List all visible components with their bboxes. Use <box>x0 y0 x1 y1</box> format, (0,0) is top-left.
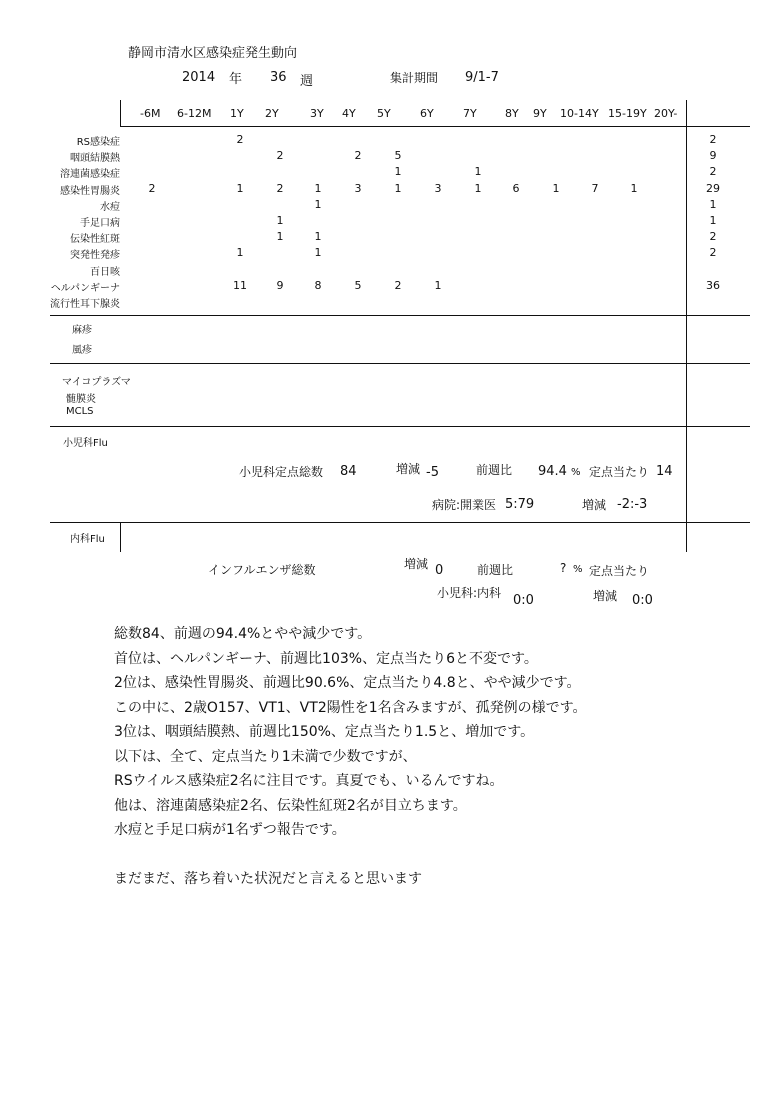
column-header: 3Y <box>310 107 324 120</box>
group3-label-mcls: MCLS <box>66 406 94 417</box>
table-cell: 1 <box>434 278 442 292</box>
column-header: 10-14Y <box>560 107 599 120</box>
internal-change2-value: 0:0 <box>632 593 653 608</box>
internal-change2-label: 増減 <box>593 589 618 603</box>
table-cell: 1 <box>276 230 284 244</box>
group2-divider <box>50 363 750 364</box>
group2-label-rubella: 風疹 <box>72 345 92 356</box>
summary-line: 以下は、全て、定点当たり1未満で少数ですが、 <box>114 748 417 765</box>
column-header: 7Y <box>463 107 477 120</box>
table-cell: 9 <box>276 278 284 292</box>
pediatric-per-point-value: 14 <box>656 464 673 479</box>
group3-label-mycoplasma: マイコプラズマ <box>62 377 131 388</box>
row-total: 29 <box>706 181 720 195</box>
column-header: 8Y <box>505 107 519 120</box>
table-cell: 2 <box>236 133 244 146</box>
column-header: 9Y <box>533 107 547 120</box>
table-cell: 1 <box>630 181 638 195</box>
pediatric-change2-value: -2:-3 <box>617 497 648 512</box>
column-header: 1Y <box>230 107 244 120</box>
table-cell: 2 <box>354 149 362 163</box>
internal-change-label: 増減 <box>404 557 429 571</box>
header-divider <box>120 126 750 127</box>
disease-label: 咽頭結膜熱 <box>70 153 120 165</box>
table-cell: 1 <box>474 181 482 195</box>
period-label: 集計期間 <box>390 71 439 85</box>
table-cell: 1 <box>394 181 402 195</box>
year-unit: 年 <box>229 72 243 87</box>
pediatric-total-label: 小児科定点総数 <box>239 465 324 479</box>
internal-flu-label: 内科Flu <box>70 534 105 545</box>
table-cell: 6 <box>512 181 520 195</box>
column-header: 5Y <box>377 107 391 120</box>
week-unit: 週 <box>300 74 314 89</box>
table-cell: 1 <box>552 181 560 195</box>
table-cell: 1 <box>314 197 322 211</box>
disease-label: 水痘 <box>100 201 120 213</box>
row-total: 2 <box>709 246 717 260</box>
row-total: 9 <box>709 149 717 163</box>
table-cell: 8 <box>314 278 322 292</box>
internal-percent-sign: % <box>573 564 583 575</box>
table-cell: 1 <box>236 181 244 195</box>
influenza-total-label: インフルエンザ総数 <box>208 563 316 577</box>
table-cell: 2 <box>148 181 156 195</box>
row-total: 2 <box>709 230 717 244</box>
table-cell: 1 <box>276 214 284 227</box>
table-cell: 2 <box>276 149 284 163</box>
ped-int-label: 小児科:内科 <box>437 586 502 600</box>
table-cell: 1 <box>236 246 244 260</box>
summary-line: 他は、溶連菌感染症2名、伝染性紅斑2名が目立ちます。 <box>114 797 467 814</box>
pediatric-total-value: 84 <box>340 464 357 479</box>
table-cell: 5 <box>394 149 402 163</box>
row-total: 1 <box>709 197 717 211</box>
pediatric-per-point-label: 定点当たり <box>589 465 650 479</box>
table-cell: 1 <box>314 230 322 244</box>
disease-label: RS感染症 <box>76 137 120 148</box>
row-total: 2 <box>709 165 717 179</box>
disease-label: 溶連菌感染症 <box>60 169 120 181</box>
summary-line: 総数84、前週の94.4%とやや減少です。 <box>114 626 372 642</box>
flu-divider <box>50 522 750 523</box>
internal-per-point-label: 定点当たり <box>589 564 650 578</box>
summary-text <box>114 622 587 892</box>
disease-label: 伝染性紅斑 <box>70 234 120 246</box>
table-left-top-border <box>120 100 121 126</box>
pediatric-percent-sign: % <box>571 467 581 478</box>
pediatric-change-label: 増減 <box>396 462 421 476</box>
internal-ratio-label: 前週比 <box>477 563 514 577</box>
internal-change-value: 0 <box>435 563 444 578</box>
group1-divider <box>50 315 750 316</box>
ped-int-value: 0:0 <box>513 593 534 608</box>
table-cell: 3 <box>434 181 442 195</box>
disease-label: 突発性発疹 <box>70 250 120 262</box>
disease-label: 流行性耳下腺炎 <box>50 299 120 310</box>
column-header: 4Y <box>342 107 356 120</box>
column-header: 6Y <box>420 107 434 120</box>
internal-flu-left-border <box>120 522 121 552</box>
table-cell: 2 <box>276 181 284 195</box>
pediatric-flu-label: 小児科Flu <box>63 438 108 449</box>
hospital-ratio-label: 病院:開業医 <box>432 498 497 512</box>
summary-line: まだまだ、落ち着いた状況だと言えると思います <box>114 871 422 887</box>
table-cell: 5 <box>354 278 362 292</box>
column-header: 2Y <box>265 107 279 120</box>
disease-label: 感染性胃腸炎 <box>60 185 120 197</box>
table-cell: 1 <box>394 165 402 179</box>
pediatric-change-value: -5 <box>426 465 439 480</box>
table-cell: 7 <box>591 181 599 195</box>
row-total: 36 <box>706 278 720 292</box>
table-cell: 1 <box>314 246 322 260</box>
column-header: 20Y- <box>654 107 678 120</box>
week-value: 36 <box>270 70 287 85</box>
summary-line: この中に、2歳O157、VT1、VT2陽性を1名含みますが、孤発例の様です。 <box>114 699 587 716</box>
row-total: 2 <box>709 133 717 146</box>
disease-label: ヘルパンギーナ <box>50 282 120 294</box>
column-header: 15-19Y <box>608 107 647 120</box>
group2-label-measles: 麻疹 <box>72 325 92 336</box>
summary-line: 2位は、感染性胃腸炎、前週比90.6%、定点当たり4.8と、やや減少です。 <box>114 675 581 691</box>
summary-line: 3位は、咽頭結膜熱、前週比150%、定点当たり1.5と、増加です。 <box>114 724 535 740</box>
summary-line: RSウイルス感染症2名に注目です。真夏でも、いるんですね。 <box>114 773 504 789</box>
pediatric-ratio-value: 94.4 <box>538 464 567 479</box>
column-header: -6M <box>140 107 161 120</box>
column-header: 6-12M <box>177 107 212 120</box>
summary-line: 水痘と手足口病が1名ずつ報告です。 <box>114 822 346 838</box>
disease-label: 手足口病 <box>80 218 120 229</box>
row-total: 1 <box>709 214 717 227</box>
table-cell: 2 <box>394 278 402 292</box>
group3-divider <box>50 426 750 427</box>
summary-line: 首位は、ヘルパンギーナ、前週比103%、定点当たり6と不変です。 <box>114 650 538 667</box>
table-cell: 1 <box>314 181 322 195</box>
group3-label-meningitis: 髄膜炎 <box>66 394 96 405</box>
pediatric-ratio-label: 前週比 <box>476 463 513 477</box>
table-right-border <box>686 100 687 552</box>
hospital-ratio-value: 5:79 <box>505 497 535 512</box>
page-title: 静岡市清水区感染症発生動向 <box>128 46 298 61</box>
table-cell: 3 <box>354 181 362 195</box>
table-cell: 11 <box>233 278 247 292</box>
disease-label: 百日咳 <box>90 266 120 278</box>
period-value: 9/1-7 <box>465 70 499 85</box>
internal-ratio-value: ? <box>560 561 567 575</box>
year-value: 2014 <box>182 70 216 85</box>
summary-line <box>114 843 587 868</box>
table-cell: 1 <box>474 165 482 179</box>
pediatric-change2-label: 増減 <box>582 498 607 512</box>
